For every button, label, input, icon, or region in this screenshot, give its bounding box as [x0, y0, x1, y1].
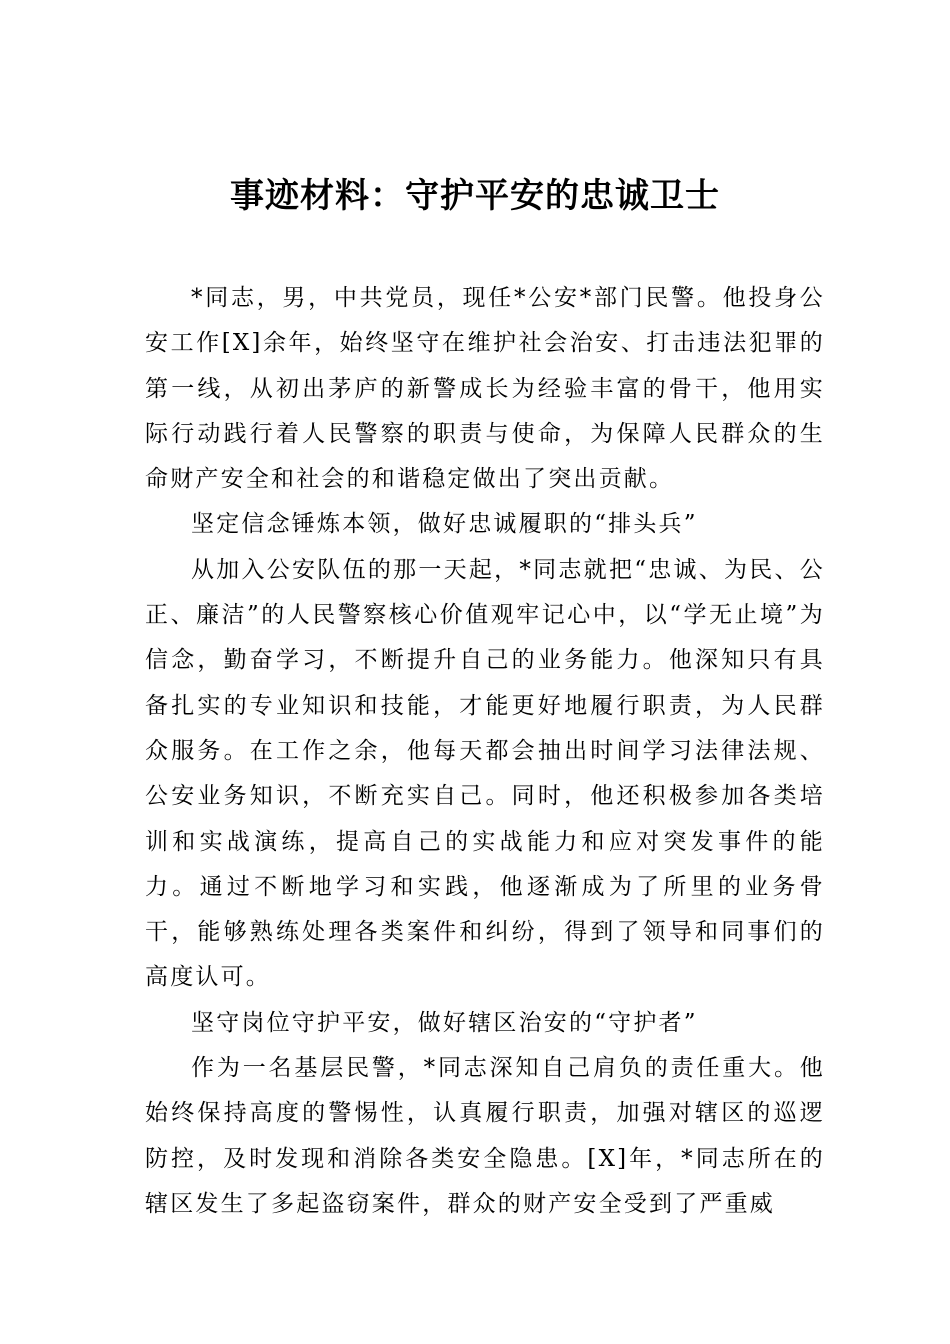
section-paragraph-belief: 从加入公安队伍的那一天起，*同志就把“忠诚、为民、公正、廉洁”的人民警察核心价值观牢记心中，以“学无止境”为信念，勤奋学习，不断提升自己的业务能力。他深知只有具备扎实的专业知识和技能，才能更好地履行职责，为人民群众服务。在工作之余，他每天都会抽出时间学习法律法规、公安业务知识，不断充实自己。同时，他还积极参加各类培训和实战演练，提高自己的实战能力和应对突发事件的能力。通过不断地学习和实践，他逐渐成为了所里的业务骨干，能够熟练处理各类案件和纠纷，得到了领导和同事们的高度认可。	[145, 556, 825, 991]
section-heading-belief: 坚定信念锤炼本领，做好忠诚履职的“排头兵”	[191, 511, 698, 538]
intro-paragraph: *同志，男，中共党员，现任*公安*部门民警。他投身公安工作[X]余年，始终坚守在维护社会治安、打击违法犯罪的第一线，从初出茅庐的新警成长为经验丰富的骨干，他用实际行动践行着人民警察的职责与使命，为保障人民群众的生命财产安全和社会的和谐稳定做出了突出贡献。	[145, 285, 825, 493]
document-body	[145, 276, 825, 1227]
section-heading-guardian: 坚守岗位守护平安，做好辖区治安的“守护者”	[191, 1009, 698, 1036]
document-title: 事迹材料：守护平安的忠诚卫士	[230, 176, 720, 216]
section-paragraph-guardian: 作为一名基层民警，*同志深知自己肩负的责任重大。他始终保持高度的警惕性，认真履行职责，加强对辖区的巡逻防控，及时发现和消除各类安全隐患。[X]年，*同志所在的辖区发生了多起盗窃案件，群众的财产安全受到了严重威	[145, 1055, 825, 1217]
